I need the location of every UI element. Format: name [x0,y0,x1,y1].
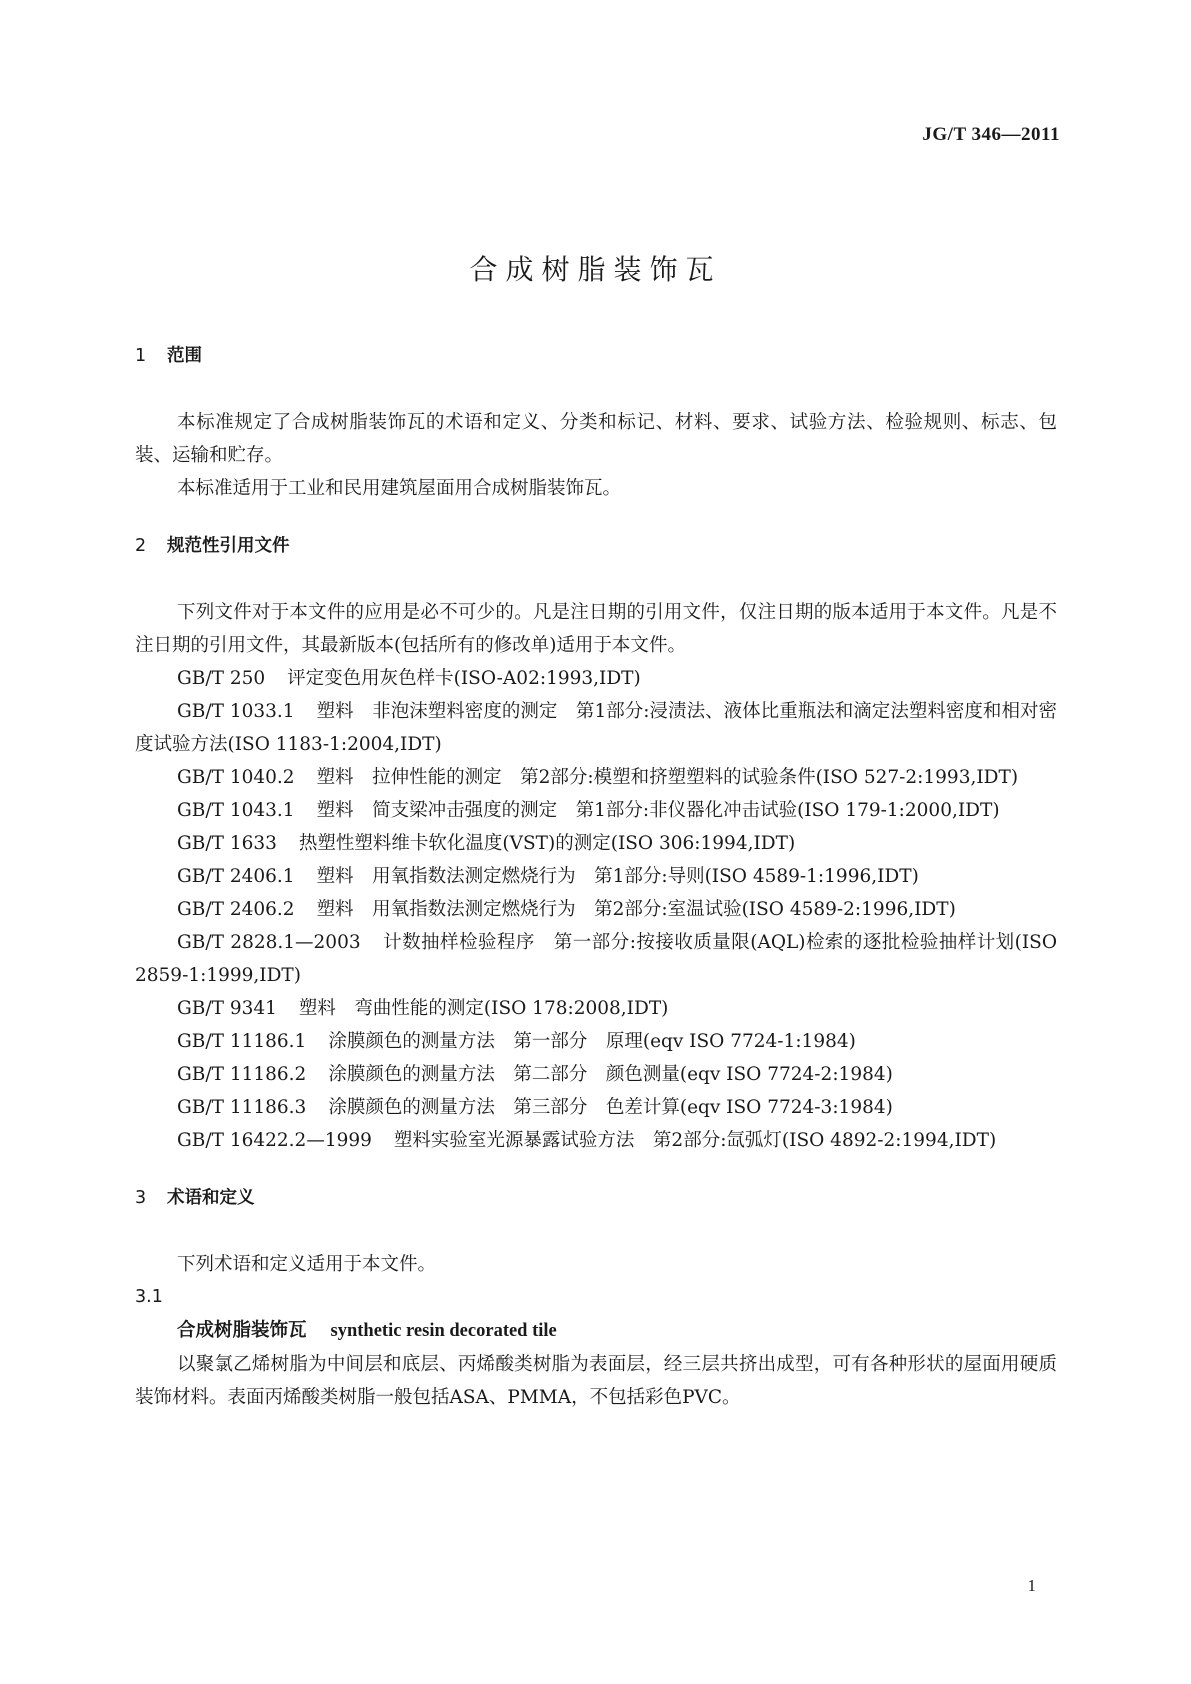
reference-code: GB/T 2406.1 [177,866,295,887]
subsection-number: 3.1 [135,1287,163,1307]
section-number: 3 [135,1188,147,1208]
section-title: 术语和定义 [167,1188,255,1208]
reference-code: GB/T 1040.2 [177,767,295,788]
reference-text: 计数抽样检验程序 第一部分:按接收质量限(AQL)检索的逐批检验抽样计划(ISO 2859-1:1999,IDT) [135,932,1058,986]
reference-item [135,761,1057,794]
reference-code: GB/T 9341 [177,998,277,1019]
reference-item [135,860,1057,893]
reference-item [135,695,1057,761]
reference-text: 涂膜颜色的测量方法 第二部分 颜色测量(eqv ISO 7724-2:1984) [328,1064,893,1085]
reference-text: 塑料实验室光源暴露试验方法 第2部分:氙弧灯(ISO 4892-2:1994,IDT) [393,1130,997,1151]
reference-item [135,1091,1057,1124]
reference-text: 热塑性塑料维卡软化温度(VST)的测定(ISO 306:1994,IDT) [298,833,796,854]
section-number: 1 [135,346,147,366]
page-number: 1 [1027,1576,1036,1595]
section-3-heading [135,1182,1057,1215]
reference-code: GB/T 1033.1 [177,701,295,722]
reference-item [135,893,1057,926]
paragraph: 下列术语和定义适用于本文件。 [177,1254,437,1275]
reference-text: 塑料 用氧指数法测定燃烧行为 第2部分:室温试验(ISO 4589-2:1996,IDT) [316,899,956,920]
section-title: 规范性引用文件 [167,536,290,556]
reference-text: 塑料 弯曲性能的测定(ISO 178:2008,IDT) [298,998,669,1019]
reference-item [135,992,1057,1025]
standard-code: JG/T 346—2011 [922,124,1060,145]
reference-text: 塑料 用氧指数法测定燃烧行为 第1部分:导则(ISO 4589-1:1996,IDT) [316,866,919,887]
reference-text: 塑料 非泡沫塑料密度的测定 第1部分:浸渍法、液体比重瓶法和滴定法塑料密度和相对密度试验方法(ISO 1183-1:2004,IDT) [135,701,1058,755]
reference-code: GB/T 16422.2—1999 [177,1130,372,1151]
reference-text: 涂膜颜色的测量方法 第三部分 色差计算(eqv ISO 7724-3:1984) [328,1097,893,1118]
term-entry [135,1314,1057,1348]
section-title: 范围 [167,346,202,366]
reference-item [135,1058,1057,1091]
reference-code: GB/T 11186.2 [177,1064,307,1085]
reference-code: GB/T 11186.1 [177,1031,307,1052]
paragraph: 下列文件对于本文件的应用是必不可少的。凡是注日期的引用文件，仅注日期的版本适用于本文件。凡是不注日期的引用文件，其最新版本(包括所有的修改单)适用于本文件。 [135,602,1057,656]
document-title: 合成树脂装饰瓦 [469,252,722,286]
reference-code: GB/T 11186.3 [177,1097,307,1118]
reference-list [135,662,1057,1157]
reference-code: GB/T 1043.1 [177,800,295,821]
reference-code: GB/T 250 [177,668,266,689]
term-chinese: 合成树脂装饰瓦 [177,1320,307,1341]
paragraph: 本标准适用于工业和民用建筑屋面用合成树脂装饰瓦。 [177,478,622,499]
reference-text: 塑料 简支梁冲击强度的测定 第1部分:非仪器化冲击试验(ISO 179-1:2000,IDT) [316,800,1000,821]
reference-code: GB/T 2406.2 [177,899,295,920]
reference-item [135,794,1057,827]
reference-code: GB/T 1633 [177,833,277,854]
reference-item [135,1124,1057,1157]
section-2-heading [135,530,1057,563]
reference-code: GB/T 2828.1—2003 [177,932,361,953]
term-definition: 以聚氯乙烯树脂为中间层和底层、丙烯酸类树脂为表面层，经三层共挤出成型，可有各种形状的屋面用硬质装饰材料。表面丙烯酸类树脂一般包括ASA、PMMA，不包括彩色PVC。 [135,1354,1057,1408]
reference-text: 塑料 拉伸性能的测定 第2部分:模塑和挤塑塑料的试验条件(ISO 527-2:1993,IDT) [316,767,1019,788]
reference-text: 涂膜颜色的测量方法 第一部分 原理(eqv ISO 7724-1:1984) [328,1031,856,1052]
reference-item [135,1025,1057,1058]
reference-item [135,827,1057,860]
section-1-heading [135,340,1057,373]
reference-item [135,926,1057,992]
term-english: synthetic resin decorated tile [330,1321,557,1341]
reference-item [135,662,1057,695]
paragraph: 本标准规定了合成树脂装饰瓦的术语和定义、分类和标记、材料、要求、试验方法、检验规则、标志、包装、运输和贮存。 [135,412,1057,466]
section-number: 2 [135,536,147,556]
document-body [135,340,1057,1414]
reference-text: 评定变色用灰色样卡(ISO-A02:1993,IDT) [287,668,641,689]
